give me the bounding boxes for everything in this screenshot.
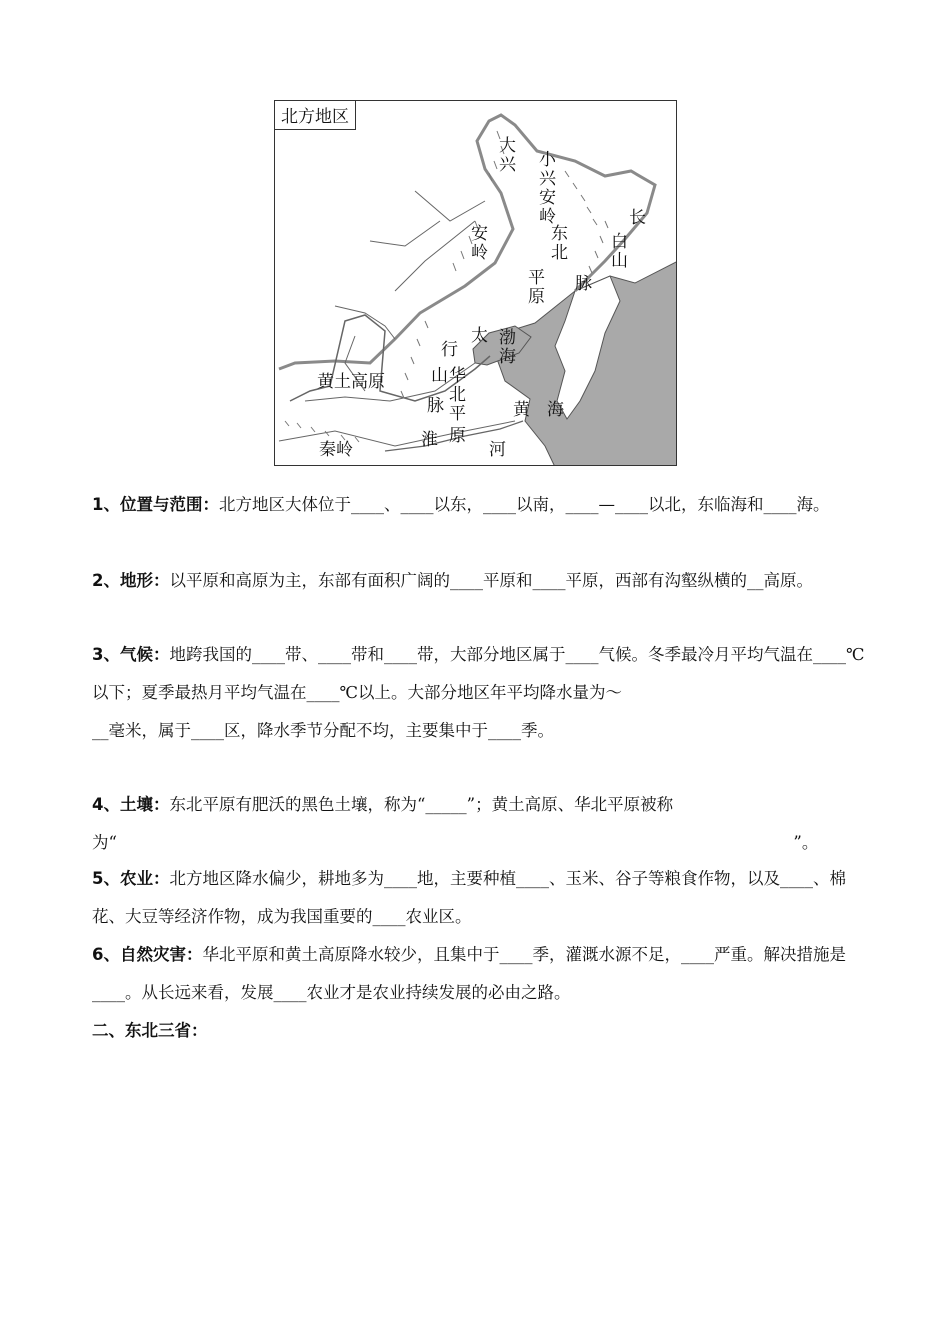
label-qinling: 秦岭 bbox=[319, 440, 353, 460]
question-2-text: 以平原和高原为主，东部有面积广阔的____平原和____平原，西部有沟壑纵横的__高原。 bbox=[169, 571, 813, 590]
label-chang: 长 bbox=[629, 208, 646, 228]
label-huabei: 华北平 bbox=[449, 366, 466, 424]
north-region-map bbox=[274, 100, 677, 466]
label-hang: 行 bbox=[441, 340, 458, 360]
question-6-text: 华北平原和黄土高原降水较少，且集中于____季，灌溉水源不足，____严重。解决措施是____。从长远来看，发展____农业才是农业持续发展的必由之路。 bbox=[92, 945, 846, 1002]
question-1-text: 北方地区大体位于____、____以东，____以南，____—____以北，东临海和____海。 bbox=[218, 495, 830, 514]
label-daxing: 大兴 bbox=[499, 136, 516, 175]
label-baishan: 白山 bbox=[611, 232, 628, 271]
label-huai: 淮 bbox=[421, 430, 438, 450]
label-he: 河 bbox=[489, 440, 506, 460]
question-3-text: 地跨我国的____带、____带和____带，大部分地区属于____气候。冬季最冷月平均气温在____℃以下；夏季最热月平均气温在____℃以上。大部分地区年平均降水量为～ __毫米，属于____区，降水季节分配不均，主要集中于____季。 bbox=[92, 645, 865, 740]
label-loess-plateau: 黄土高原 bbox=[317, 372, 385, 392]
label-shan: 山 bbox=[431, 366, 448, 386]
question-2-title: 2、地形： bbox=[92, 571, 170, 590]
label-yuan: 原 bbox=[449, 426, 466, 446]
section-northeast-title: 二、东北三省： bbox=[92, 1021, 208, 1040]
question-1 bbox=[92, 486, 872, 524]
label-xiaoxing: 小兴安岭 bbox=[539, 150, 556, 227]
map-drawing bbox=[275, 101, 677, 466]
question-4-title: 4、土壤： bbox=[92, 795, 170, 814]
question-4-text: 东北平原有肥沃的黑色土壤，称为“_____”；黄土高原、华北平原被称为“ ”。 bbox=[92, 795, 819, 852]
label-anling: 安岭 bbox=[471, 224, 488, 263]
question-3 bbox=[92, 636, 872, 750]
label-huanghai: 黄 海 bbox=[513, 400, 564, 420]
question-3-title: 3、气候： bbox=[92, 645, 170, 664]
label-bohai: 渤海 bbox=[499, 328, 516, 367]
map-title: 北方地区 bbox=[275, 101, 356, 130]
question-5-text: 北方地区降水偏少，耕地多为____地，主要种植____、玉米、谷子等粮食作物，以及____、棉花、大豆等经济作物，成为我国重要的____农业区。 bbox=[92, 869, 846, 926]
question-1-title: 1、位置与范围： bbox=[92, 495, 219, 514]
label-tai: 太 bbox=[471, 326, 488, 346]
label-mai-west: 脉 bbox=[427, 396, 444, 416]
question-4 bbox=[92, 786, 872, 862]
label-pingyuan-ne: 平原 bbox=[528, 268, 545, 307]
question-5-title: 5、农业： bbox=[92, 869, 170, 888]
label-dongbei: 东北 bbox=[551, 224, 568, 263]
section-northeast bbox=[92, 1012, 872, 1050]
label-mai-east: 脉 bbox=[575, 274, 592, 294]
question-5 bbox=[92, 860, 872, 936]
question-6-title: 6、自然灾害： bbox=[92, 945, 203, 964]
question-2 bbox=[92, 562, 872, 600]
question-6 bbox=[92, 936, 872, 1012]
